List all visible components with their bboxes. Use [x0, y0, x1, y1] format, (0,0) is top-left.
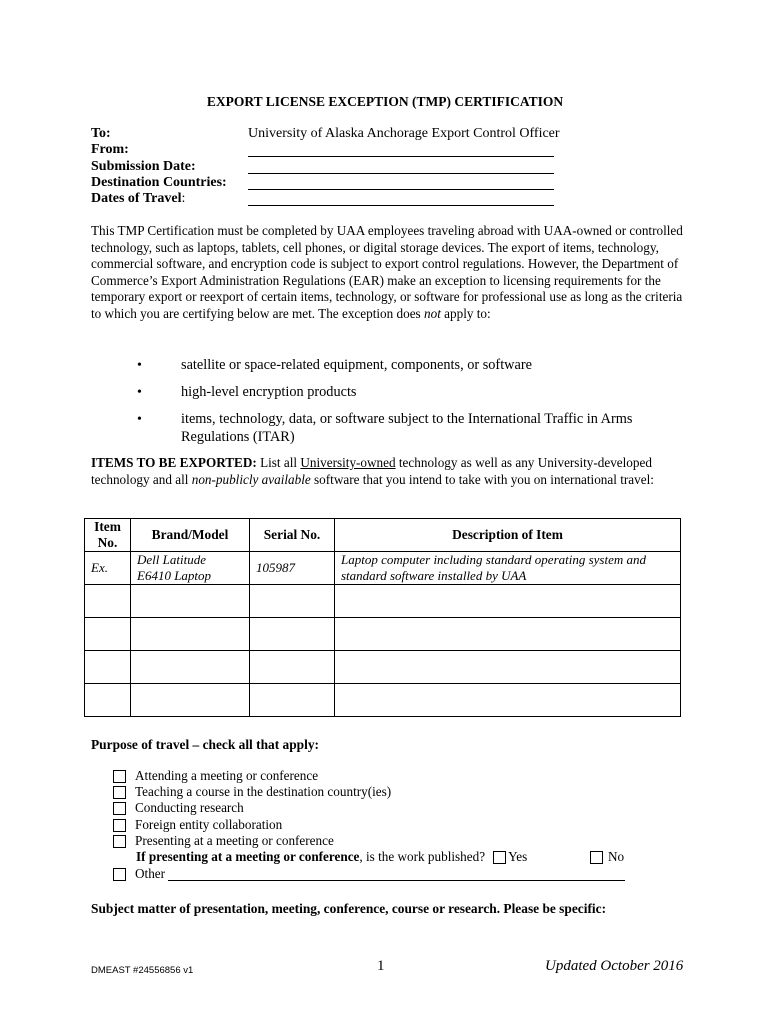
purpose-heading: Purpose of travel – check all that apply: [91, 737, 319, 752]
purpose-option-teaching[interactable]: Teaching a course in the destination country(ies) [113, 784, 391, 800]
page-number: 1 [377, 958, 385, 974]
table-row[interactable] [85, 651, 681, 684]
table-row[interactable] [85, 585, 681, 618]
bullet-item: items, technology, data, or software subject to the International Traffic in Arms Regulations (ITAR) [181, 411, 633, 445]
checkbox[interactable] [113, 819, 126, 832]
table-row[interactable] [85, 684, 681, 717]
yes-label: Yes [508, 849, 528, 864]
published-question: If presenting at a meeting or conference , is the work published? Yes [136, 849, 528, 864]
checkbox[interactable] [113, 770, 126, 783]
col-header-item-no: Item No. [85, 519, 131, 552]
other-field[interactable] [168, 868, 625, 881]
destination-countries-field[interactable] [248, 189, 554, 190]
checkbox[interactable] [113, 868, 126, 881]
example-description: Laptop computer including standard operating system and standard software installed by UAA [335, 552, 681, 585]
submission-date-label: Submission Date: [91, 159, 196, 174]
example-item: Ex. [85, 552, 131, 585]
bullet-icon: • [137, 358, 142, 373]
intro-paragraph: This TMP Certification must be completed by UAA employees traveling abroad with UAA-owned or controlled technology, such as laptops, tablets, cell phones, or digital storage devices. The export of items, technology, commercial software, and encryption code is subject to export control regulations. However, the Department of Commerce’s Export Administration Regulations (EAR) make an exception to licensing requirements for the temporary export or reexport of certain items, technology, or software for professional use as long as the criteria to which you are certifying below are met. The exception does not apply to: [91, 223, 683, 321]
table-row-example [85, 552, 681, 585]
items-exported-paragraph: ITEMS TO BE EXPORTED: List all University-owned technology as well as any University-developed technology and all non-publicly available software that you intend to take with you on international travel: [91, 455, 654, 487]
from-field[interactable] [248, 156, 554, 157]
submission-date-field[interactable] [248, 173, 554, 174]
checkbox[interactable] [113, 835, 126, 848]
bullet-item: satellite or space-related equipment, components, or software [181, 357, 532, 373]
bullet-icon: • [137, 412, 142, 427]
example-serial: 105987 [250, 552, 335, 585]
no-option[interactable] [590, 849, 624, 865]
purpose-option-meeting[interactable]: Attending a meeting or conference [113, 768, 318, 784]
purpose-option-other[interactable]: Other [113, 866, 625, 882]
items-table [84, 518, 681, 717]
table-row[interactable] [85, 618, 681, 651]
purpose-option-collaboration[interactable]: Foreign entity collaboration [113, 817, 282, 833]
yes-checkbox[interactable] [493, 851, 506, 864]
bullet-icon: • [137, 385, 142, 400]
to-value: University of Alaska Anchorage Export Control Officer [248, 126, 560, 141]
updated-date: Updated October 2016 [545, 958, 684, 974]
to-label: To: [91, 126, 111, 141]
table-header-row [85, 519, 681, 552]
checkbox[interactable] [113, 802, 126, 815]
bullet-item: high-level encryption products [181, 384, 357, 400]
purpose-option-presenting[interactable]: Presenting at a meeting or conference [113, 833, 334, 849]
checkbox[interactable] [113, 786, 126, 799]
col-header-brand-model: Brand/Model [131, 519, 250, 552]
col-header-description: Description of Item [335, 519, 681, 552]
no-label: No [608, 849, 625, 864]
dates-of-travel-field[interactable] [248, 205, 554, 206]
example-brand: Dell Latitude E6410 Laptop [131, 552, 250, 585]
purpose-option-research[interactable]: Conducting research [113, 800, 244, 816]
document-title: EXPORT LICENSE EXCEPTION (TMP) CERTIFICATION [206, 94, 564, 109]
from-label: From: [91, 142, 129, 157]
no-checkbox[interactable] [590, 851, 603, 864]
col-header-serial-no: Serial No. [250, 519, 335, 552]
dates-of-travel-label: Dates of Travel: [91, 191, 186, 206]
subject-heading: Subject matter of presentation, meeting, conference, course or research. Please be specific: [91, 901, 607, 916]
document-id: DMEAST #24556856 v1 [91, 965, 194, 976]
destination-countries-label: Destination Countries: [91, 175, 227, 190]
